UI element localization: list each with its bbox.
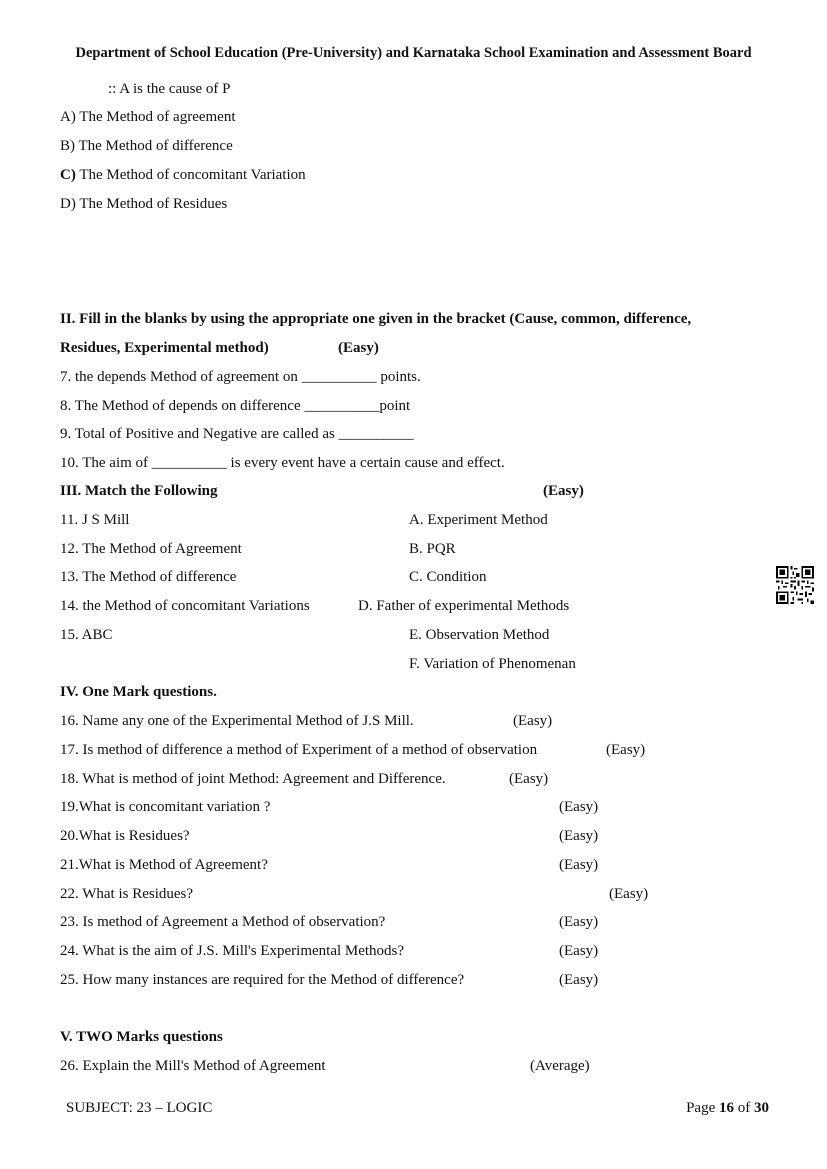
- option-text: The Method of Residues: [79, 196, 228, 212]
- match-left-item: 13. The Method of difference: [60, 569, 237, 585]
- mcq-option-b: [60, 137, 233, 155]
- mcq-option-d: [60, 195, 227, 213]
- match-right-item: F. Variation of Phenomenan: [409, 656, 576, 672]
- section2-heading-cont: Residues, Experimental method): [60, 340, 269, 356]
- question-level: (Easy): [609, 886, 649, 902]
- section2-heading: II. Fill in the blanks by using the appropriate one given in the bracket (Cause, common, difference,: [60, 311, 692, 327]
- question-21: 21.What is Method of Agreement?: [60, 857, 268, 873]
- question-7: 7. the depends Method of agreement on __________ points.: [60, 369, 421, 385]
- section3-difficulty: (Easy): [543, 483, 584, 499]
- question-23: 23. Is method of Agreement a Method of observation?: [60, 914, 386, 930]
- mcq-option-a: [60, 108, 236, 126]
- question-level: (Easy): [509, 771, 549, 787]
- option-letter: B): [60, 138, 75, 154]
- question-level: (Easy): [559, 799, 599, 815]
- match-left-item: 15. ABC: [60, 627, 113, 643]
- question-26: 26. Explain the Mill's Method of Agreement: [60, 1058, 326, 1074]
- section4-heading: IV. One Mark questions.: [60, 684, 217, 700]
- question-level: (Easy): [606, 742, 646, 758]
- question-20: 20.What is Residues?: [60, 828, 190, 844]
- section2-difficulty: (Easy): [338, 340, 379, 356]
- page-header-title: Department of School Education (Pre-University) and Karnataka School Examination and Assessment Board: [75, 45, 752, 61]
- question-24: 24. What is the aim of J.S. Mill's Experimental Methods?: [60, 943, 405, 959]
- question-level: (Easy): [559, 972, 599, 988]
- question-level: (Easy): [559, 857, 599, 873]
- mcq-option-c: [60, 166, 306, 184]
- question-level: (Average): [530, 1058, 590, 1074]
- page-of: of: [737, 1100, 751, 1116]
- option-text: The Method of difference: [78, 138, 233, 154]
- option-text: The Method of agreement: [79, 109, 236, 125]
- question-9: 9. Total of Positive and Negative are called as __________: [60, 426, 414, 442]
- question-level: (Easy): [513, 713, 553, 729]
- page-total: 30: [754, 1100, 769, 1116]
- question-8: 8. The Method of depends on difference __________point: [60, 398, 411, 414]
- match-left-item: 12. The Method of Agreement: [60, 541, 242, 557]
- footer-page-number: [686, 1099, 769, 1117]
- question-19: 19.What is concomitant variation ?: [60, 799, 271, 815]
- option-letter: D): [60, 196, 76, 212]
- option-letter: A): [60, 109, 76, 125]
- question-level: (Easy): [559, 828, 599, 844]
- match-right-item: B. PQR: [409, 541, 456, 557]
- question-level: (Easy): [559, 943, 599, 959]
- match-left-item: 11. J S Mill: [60, 512, 130, 528]
- page-label: Page: [686, 1100, 716, 1116]
- option-letter: C): [60, 167, 76, 183]
- question-17: 17. Is method of difference a method of Experiment of a method of observation: [60, 742, 538, 758]
- question-16: 16. Name any one of the Experimental Method of J.S Mill.: [60, 713, 414, 729]
- mcq-conclusion: :: A is the cause of P: [108, 81, 231, 97]
- option-text: The Method of concomitant Variation: [79, 167, 306, 183]
- question-10: 10. The aim of __________ is every event have a certain cause and effect.: [60, 455, 505, 471]
- question-22: 22. What is Residues?: [60, 886, 194, 902]
- page-current: 16: [719, 1100, 734, 1116]
- match-right-item: C. Condition: [409, 569, 487, 585]
- question-18: 18. What is method of joint Method: Agreement and Difference.: [60, 771, 446, 787]
- section3-heading: III. Match the Following: [60, 483, 218, 499]
- qr-code-icon: [776, 566, 814, 604]
- section5-heading: V. TWO Marks questions: [60, 1029, 223, 1045]
- match-left-item: 14. the Method of concomitant Variations: [60, 598, 310, 614]
- match-right-item: A. Experiment Method: [409, 512, 548, 528]
- match-right-item: E. Observation Method: [409, 627, 550, 643]
- match-right-item: D. Father of experimental Methods: [358, 598, 570, 614]
- question-25: 25. How many instances are required for the Method of difference?: [60, 972, 465, 988]
- question-level: (Easy): [559, 914, 599, 930]
- footer-subject: SUBJECT: 23 – LOGIC: [66, 1100, 213, 1116]
